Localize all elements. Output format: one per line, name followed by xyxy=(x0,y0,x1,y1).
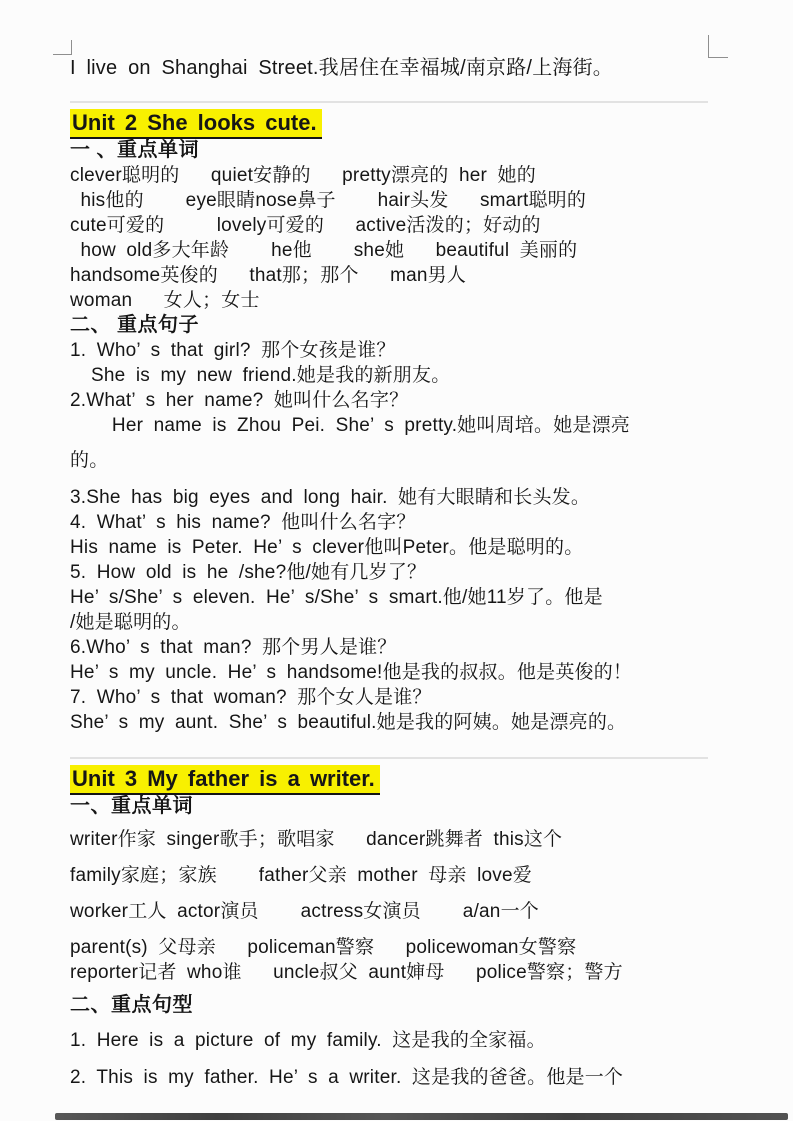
unit2-sentence-line: He’ s my uncle. He’ s handsome!他是我的叔叔。他是英俊的！ xyxy=(70,662,633,683)
unit2-sentence-line: 4. What’ s his name? 他叫什么名字？ xyxy=(70,512,416,533)
unit2-vocab-line: clever聪明的 quiet安静的 pretty漂亮的 her 她的 xyxy=(70,165,536,186)
unit3-vocab-line: writer作家 singer歌手；歌唱家 dancer跳舞者 this这个 xyxy=(70,829,563,850)
unit2-sentence-line: 3.She has big eyes and long hair. 她有大眼睛和长头发。 xyxy=(70,487,591,508)
unit2-sentence-line: /她是聪明的。 xyxy=(70,612,191,633)
unit2-vocab-line: how old多大年龄 he他 she她 beautiful 美丽的 xyxy=(70,240,578,261)
text-boundary-mark-top-left-icon xyxy=(53,40,72,55)
unit2-sentence-line: He’ s/She’ s eleven. He’ s/She’ s smart.他/她11岁了。他是 xyxy=(70,587,603,608)
unit3-vocab-line: reporter记者 who谁 uncle叔父 aunt婶母 police警察；警方 xyxy=(70,962,623,983)
unit2-vocab-line: his他的 eye眼睛nose鼻子 hair头发 smart聪明的 xyxy=(70,190,587,211)
unit3-vocab-line: worker工人 actor演员 actress女演员 a/an一个 xyxy=(70,901,539,922)
text-boundary-mark-top-right-icon xyxy=(708,35,728,58)
unit3-sentence-line: 1. Here is a picture of my family. 这是我的全家福。 xyxy=(70,1030,546,1051)
unit2-sentence-line: 6.Who’ s that man? 那个男人是谁？ xyxy=(70,637,397,658)
unit2-sentence-line: 7. Who’ s that woman? 那个女人是谁？ xyxy=(70,687,432,708)
unit2-sentences-heading: 二、 重点句子 xyxy=(70,314,200,336)
unit3-sentence-line: 2. This is my father. He’ s a writer. 这是我的爸爸。他是一个 xyxy=(70,1067,624,1088)
unit3-vocab-line: family家庭；家族 father父亲 mother 母亲 love爱 xyxy=(70,865,532,886)
unit2-vocab-line: cute可爱的 lovely可爱的 active活泼的；好动的 xyxy=(70,215,541,236)
unit3-section xyxy=(70,765,763,1090)
unit2-sentence-line: Her name is Zhou Pei. She’ s pretty.她叫周培。她是漂亮 xyxy=(70,415,630,436)
unit2-section xyxy=(70,109,763,735)
unit3-vocab-heading: 一、重点单词 xyxy=(70,795,193,817)
unit3-vocab-line: parent(s) 父母亲 policeman警察 policewoman女警察 xyxy=(70,937,577,958)
unit3-title xyxy=(70,765,763,792)
unit3-title-highlight: Unit 3 My father is a writer. xyxy=(70,765,380,795)
unit2-title xyxy=(70,109,763,136)
unit2-vocab-line: handsome英俊的 that那；那个 man男人 xyxy=(70,265,467,286)
unit2-sentence-line: 5. How old is he /she?他/她有几岁了？ xyxy=(70,562,427,583)
unit2-vocab-heading: 一 、重点单词 xyxy=(70,139,200,161)
unit2-sentence-line: 的。 xyxy=(70,450,109,471)
unit2-sentence-line: 1. Who’ s that girl? 那个女孩是谁？ xyxy=(70,340,396,361)
unit3-sentences-heading: 二、重点句型 xyxy=(70,994,193,1016)
unit2-sentence-line: She is my new friend.她是我的新朋友。 xyxy=(70,365,451,386)
unit2-sentence-line: She’ s my aunt. She’ s beautiful.她是我的阿姨。她是漂亮的。 xyxy=(70,712,627,733)
unit2-sentence-line: 2.What’ s her name? 她叫什么名字？ xyxy=(70,390,409,411)
next-line-cutoff-strip xyxy=(55,1113,788,1120)
unit2-vocab-line: woman 女人；女士 xyxy=(70,290,260,311)
unit2-title-highlight: Unit 2 She looks cute. xyxy=(70,109,322,139)
intro-sentence: I live on Shanghai Street.我居住在幸福城/南京路/上海街。 xyxy=(70,57,613,79)
unit2-sentence-line: His name is Peter. He’ s clever他叫Peter。他是聪明的。 xyxy=(70,537,584,558)
